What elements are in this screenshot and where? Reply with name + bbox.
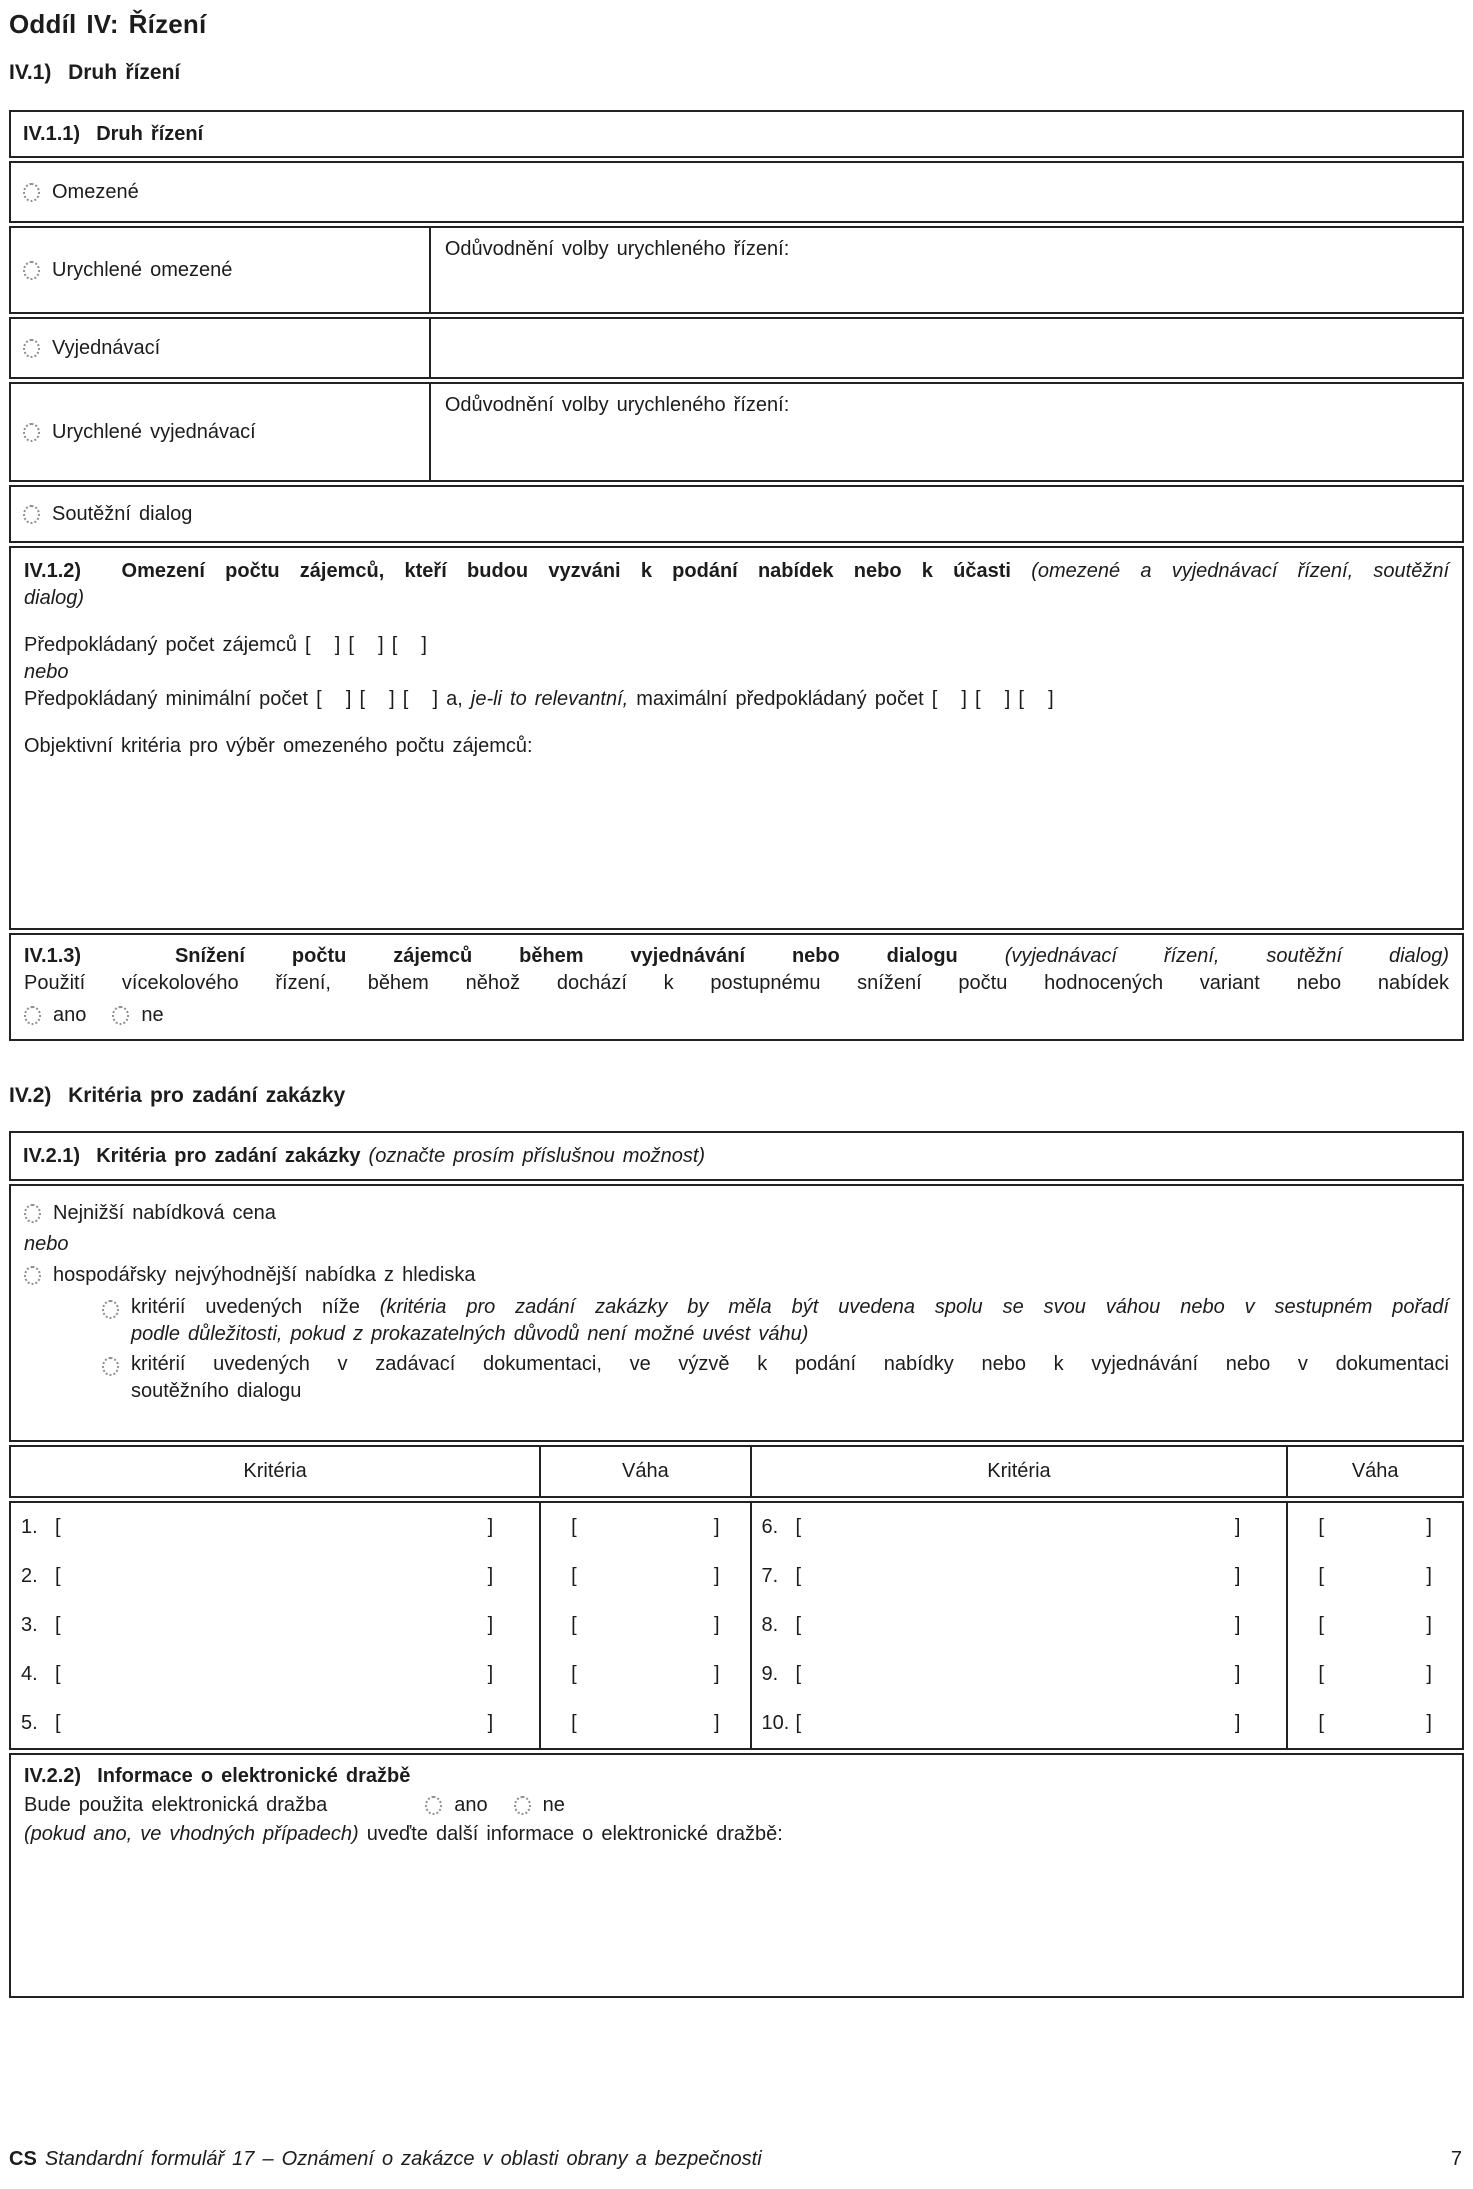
- max-count-field[interactable]: [ ] [ ] [ ]: [931, 688, 1054, 710]
- criterion-field[interactable]: [: [55, 1712, 61, 1734]
- criterion-number: 6.: [761, 1516, 779, 1538]
- criterion-field[interactable]: [: [795, 1712, 802, 1734]
- criterion-number: 8.: [761, 1614, 779, 1636]
- max-count-label: maximální předpokládaný počet: [636, 688, 924, 710]
- criterion-field[interactable]: [: [795, 1663, 802, 1685]
- radio-urychlene-omezene-label: Urychlené omezené: [52, 258, 233, 281]
- weight-field[interactable]: [ ]: [539, 1503, 749, 1552]
- option-criteria-below: [24, 1294, 1449, 1348]
- radio-vyjednavaci[interactable]: [23, 339, 40, 358]
- and-label: a,: [446, 688, 463, 710]
- weight-field[interactable]: [ ]: [1286, 1601, 1462, 1650]
- iv1-heading: IV.1) Druh řízení: [9, 61, 181, 84]
- iv22-input-area[interactable]: [24, 1848, 1449, 1988]
- radio-iv22-ne[interactable]: [514, 1796, 531, 1815]
- criterion-field[interactable]: [: [55, 1565, 61, 1587]
- radio-vyjednavaci-label: Vyjednávací: [52, 336, 161, 359]
- weight-field[interactable]: [ ]: [539, 1699, 749, 1748]
- option-meat: [24, 1260, 1449, 1291]
- iv13-body-line: Použití vícekolového řízení, během něhož dochází k postupnému snížení počtu hodnocených variant nebo nabídek: [24, 972, 1449, 994]
- criterion-number: 10.: [761, 1712, 790, 1734]
- justification-input-area-1[interactable]: [429, 228, 1462, 312]
- radio-iv13-ne-label: ne: [141, 1004, 164, 1026]
- iv11-header-row: [9, 110, 1464, 158]
- radio-iv13-ano[interactable]: [24, 1006, 41, 1025]
- radio-soutezni-dialog[interactable]: [23, 505, 40, 524]
- option-criteria-docs: [24, 1351, 1449, 1405]
- criteria-row-1: 1. [ ] [ ] 6. [ ] [ ]: [11, 1503, 1462, 1552]
- criteria-row-2: 2. [ ] [ ] 7. [ ] [ ]: [11, 1552, 1462, 1601]
- iv2-heading: IV.2) Kritéria pro zadání zakázky: [9, 1084, 346, 1107]
- weight-field[interactable]: [ ]: [1286, 1503, 1462, 1552]
- iv22-question-label: Bude použita elektronická dražba: [24, 1794, 328, 1816]
- criterion-number: 2.: [21, 1565, 38, 1587]
- iv12-title-bold: IV.1.2) Omezení počtu zájemců, kteří budou vyzváni k podání nabídek nebo k účasti: [24, 560, 1011, 582]
- criteria-row-4: 4. [ ] [ ] 9. [ ] [ ]: [11, 1650, 1462, 1699]
- weight-field[interactable]: [ ]: [1286, 1650, 1462, 1699]
- iv22-hint-line: [24, 1821, 1449, 1848]
- footer-left: [9, 2146, 762, 2173]
- weight-field[interactable]: [ ]: [1286, 1552, 1462, 1601]
- criteria-row-5: 5. [ ] [ ] 10. [ ] [ ]: [11, 1699, 1462, 1748]
- radio-lowest-price[interactable]: [24, 1204, 41, 1223]
- objective-criteria-input-area[interactable]: [24, 760, 1449, 910]
- iv22-hint-italic: (pokud ano, ve vhodných případech): [24, 1823, 359, 1845]
- weight-field[interactable]: [ ]: [1286, 1699, 1462, 1748]
- iv12-title-line1: [24, 558, 1449, 585]
- iv13-title-line: [24, 943, 1449, 970]
- radio-iv22-ano[interactable]: [425, 1796, 442, 1815]
- iv12-minmax-line: [24, 686, 1449, 713]
- criterion-field[interactable]: [: [795, 1565, 802, 1587]
- criteria-row-3: 3. [ ] [ ] 8. [ ] [ ]: [11, 1601, 1462, 1650]
- iv12-section-box: [9, 546, 1464, 930]
- iv13-yes-no-line: [24, 1002, 1449, 1029]
- radio-urychlene-vyjednavaci[interactable]: [23, 423, 40, 442]
- radio-meat-label: hospodářsky nejvýhodnější nabídka z hlediska: [53, 1264, 476, 1286]
- radio-omezene-label: Omezené: [52, 180, 139, 203]
- iv11-row-urychlene-omezene: [9, 226, 1464, 314]
- col-header-kriteria-2: Kritéria: [750, 1447, 1287, 1496]
- iv21-header-row: [9, 1131, 1464, 1181]
- radio-iv13-ano-label: ano: [53, 1004, 87, 1026]
- criterion-number: 4.: [21, 1663, 38, 1685]
- iv11-row-omezene: [9, 161, 1464, 223]
- expected-count-field[interactable]: [ ] [ ] [ ]: [305, 634, 427, 656]
- iv12-or-label: nebo: [24, 661, 69, 683]
- criteria-docs-line1: kritérií uvedených v zadávací dokumentaci, ve výzvě k podání nabídky nebo k vyjednávání nebo v dokumentaci: [131, 1353, 1449, 1375]
- col-header-vaha-1: Váha: [539, 1447, 749, 1496]
- min-count-field[interactable]: [ ] [ ] [ ]: [316, 688, 439, 710]
- radio-criteria-below[interactable]: [102, 1300, 119, 1319]
- radio-lowest-price-label: Nejnižší nabídková cena: [53, 1202, 276, 1224]
- footer-page-number: 7: [1450, 2148, 1462, 2170]
- radio-soutezni-dialog-label: Soutěžní dialog: [52, 502, 193, 525]
- radio-meat[interactable]: [24, 1266, 41, 1285]
- objective-criteria-label: Objektivní kritéria pro výběr omezeného počtu zájemců:: [24, 735, 533, 757]
- iv12-title-italic-1: (omezené a vyjednávací řízení, soutěžní: [1031, 560, 1449, 582]
- criterion-number: 9.: [761, 1663, 779, 1685]
- justification-label-2: Odůvodnění volby urychleného řízení:: [444, 394, 790, 416]
- radio-iv22-ne-label: ne: [542, 1794, 565, 1816]
- criterion-number: 1.: [21, 1516, 38, 1538]
- expected-count-label: Předpokládaný počet zájemců: [24, 634, 297, 656]
- criterion-field[interactable]: [: [795, 1614, 802, 1636]
- option-lowest-price: [24, 1198, 1449, 1229]
- radio-iv13-ne[interactable]: [112, 1006, 129, 1025]
- radio-urychlene-omezene[interactable]: [23, 261, 40, 280]
- justification-input-area-2[interactable]: [429, 384, 1462, 480]
- criteria-below-line1: [131, 1294, 1449, 1321]
- iv11-row-urychlene-vyjednavaci: [9, 382, 1464, 482]
- criterion-field[interactable]: [: [55, 1663, 61, 1685]
- criteria-below-normal: kritérií uvedených níže: [131, 1296, 360, 1318]
- iv21-title-bold: IV.2.1) Kritéria pro zadání zakázky: [23, 1144, 361, 1167]
- iv13-title-italic: (vyjednávací řízení, soutěžní dialog): [1004, 945, 1449, 967]
- col-header-vaha-2: Váha: [1286, 1447, 1462, 1496]
- justification-label-1: Odůvodnění volby urychleného řízení:: [444, 238, 790, 260]
- criterion-field[interactable]: [: [795, 1516, 802, 1538]
- col-header-kriteria-1: Kritéria: [243, 1460, 307, 1482]
- criteria-below-italic-1: (kritéria pro zadání zakázky by měla být uvedena spolu se svou váhou nebo v sestupném pořadí: [379, 1296, 1449, 1318]
- iv21-body-box: [9, 1184, 1464, 1442]
- radio-urychlene-vyjednavaci-label: Urychlené vyjednávací: [52, 420, 256, 443]
- justification-empty-cell: [429, 319, 1462, 377]
- section-title: Oddíl IV: Řízení: [9, 9, 207, 39]
- criteria-docs-line2: soutěžního dialogu: [131, 1380, 302, 1402]
- iv13-title-bold: IV.1.3) Snížení počtu zájemců během vyjednávání nebo dialogu: [24, 945, 958, 967]
- radio-iv22-ano-label: ano: [454, 1794, 488, 1816]
- criteria-below-line2: podle důležitosti, pokud z prokazatelných důvodů není možné uvést váhu): [131, 1323, 809, 1345]
- footer-doc-title: Standardní formulář 17 – Oznámení o zakázce v oblasti obrany a bezpečnosti: [44, 2148, 762, 2170]
- if-relevant-label: je-li to relevantní,: [470, 688, 629, 710]
- iv21-title-italic: (označte prosím příslušnou možnost): [368, 1144, 706, 1167]
- criterion-number: 5.: [21, 1712, 38, 1734]
- radio-omezene[interactable]: [23, 183, 40, 202]
- iv22-hint-rest: uveďte další informace o elektronické dražbě:: [366, 1823, 783, 1845]
- criterion-field[interactable]: [: [55, 1614, 61, 1636]
- iv12-title-line2: dialog): [24, 587, 85, 609]
- iv11-row-vyjednavaci: [9, 317, 1464, 379]
- iv11-row-soutezni-dialog: [9, 485, 1464, 543]
- footer-lang: CS: [9, 2148, 37, 2170]
- iv22-question-line: [24, 1790, 1449, 1821]
- criterion-number: 3.: [21, 1614, 38, 1636]
- weight-field[interactable]: [ ]: [539, 1601, 749, 1650]
- criterion-field[interactable]: [: [55, 1516, 61, 1538]
- iv22-title: IV.2.2) Informace o elektronické dražbě: [24, 1765, 411, 1787]
- iv13-section-box: [9, 933, 1464, 1041]
- criterion-number: 7.: [761, 1565, 779, 1587]
- weight-field[interactable]: [ ]: [539, 1552, 749, 1601]
- min-count-label: Předpokládaný minimální počet: [24, 688, 309, 710]
- iv12-expected-count-line: [24, 632, 1449, 659]
- criteria-table-body: [9, 1501, 1464, 1750]
- radio-criteria-docs[interactable]: [102, 1357, 119, 1376]
- iv22-section-box: [9, 1753, 1464, 1998]
- weight-field[interactable]: [ ]: [539, 1650, 749, 1699]
- page-footer: [9, 2146, 1462, 2173]
- criteria-table-head: [9, 1445, 1464, 1498]
- iv11-title: IV.1.1) Druh řízení: [23, 122, 204, 145]
- iv21-or-label: nebo: [24, 1233, 69, 1255]
